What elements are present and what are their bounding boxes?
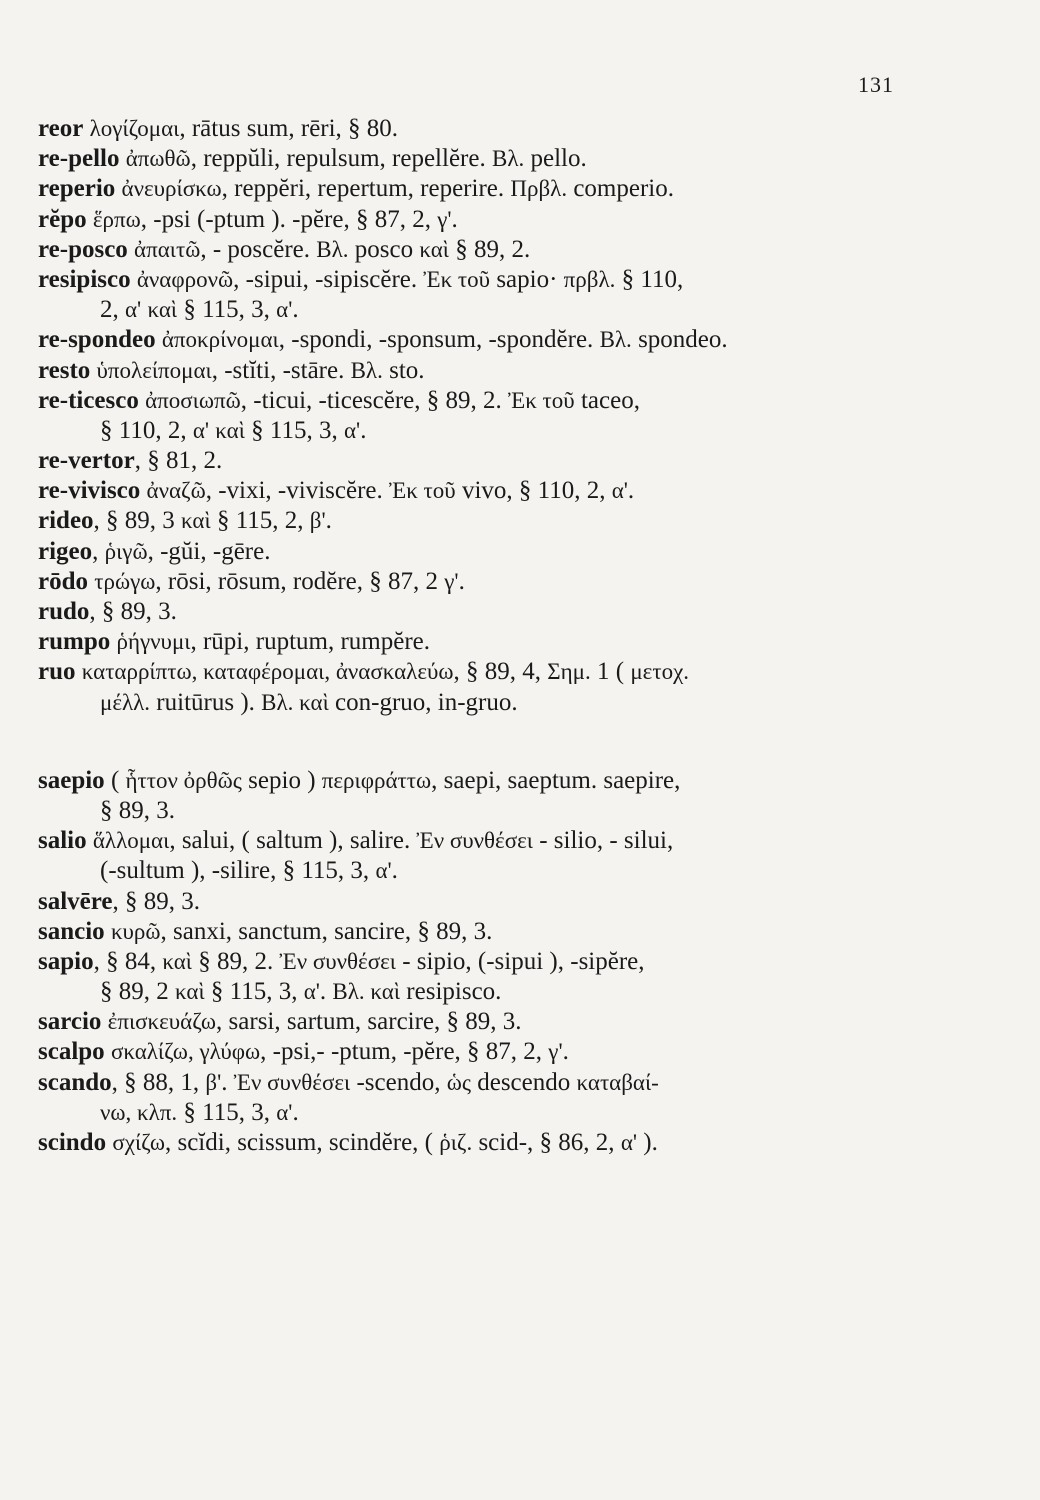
greek-text: ἀπωθῶ	[125, 146, 191, 172]
entry-line	[38, 446, 918, 476]
greek-text: Ἐν συνθέσει	[233, 1069, 351, 1095]
greek-text: περιφράττω	[321, 767, 432, 793]
entry-line	[38, 265, 918, 295]
entry-headword: re-spondeo	[38, 326, 156, 354]
entry-line	[38, 947, 918, 977]
entry-text: , scĭdi, scissum, scindĕre, (	[164, 1129, 440, 1156]
greek-text: Βλ. καὶ	[261, 689, 329, 715]
entry-line	[38, 567, 918, 597]
entry-text: .	[325, 507, 332, 535]
entry-text: resipisco.	[400, 978, 502, 1006]
greek-text: σκαλίζω, γλύφω	[110, 1039, 261, 1065]
entry-headword: saepio	[38, 766, 105, 794]
entry-headword: sapio	[38, 947, 94, 975]
entry-text: .	[360, 416, 367, 444]
entry-text: § 110,	[615, 265, 684, 293]
entry-text: , § 89, 4,	[453, 658, 548, 686]
entry-line	[38, 1007, 918, 1037]
entry-continuation-line	[38, 977, 918, 1007]
greek-text: ἀπαιτῶ	[134, 236, 201, 262]
greek-text: ῥιγῶ	[104, 538, 148, 564]
entry-text: .	[292, 1098, 299, 1126]
greek-text: ἀναφρονῶ	[136, 266, 234, 292]
greek-text: Βλ.	[350, 357, 383, 383]
entry-text: , saepi, saeptum. saepire,	[431, 766, 681, 794]
entry-text: descendo	[470, 1068, 577, 1096]
greek-text: μετοχ.	[630, 659, 690, 685]
greek-text: σχίζω	[112, 1130, 165, 1155]
entry-text: .	[391, 857, 398, 885]
entry-text: pello.	[524, 145, 587, 173]
page-number: 131	[858, 72, 894, 97]
greek-text: νω, κλπ.	[100, 1099, 178, 1125]
entry-headword: rudo	[38, 598, 90, 625]
greek-text: Ἐν συνθέσει	[416, 828, 533, 854]
greek-text: Βλ.	[316, 236, 349, 262]
entry-text: § 115, 3,	[204, 978, 304, 1006]
greek-text: α'	[303, 979, 320, 1005]
entry-text: 1 (	[590, 658, 631, 686]
entry-continuation-line	[38, 416, 918, 446]
greek-text: α'	[276, 1099, 293, 1125]
entry-line	[38, 205, 918, 235]
greek-text: ὡς	[446, 1069, 471, 1095]
entry-text: , reppŭli, repulsum, repellĕre.	[190, 145, 492, 173]
entry-line	[38, 826, 918, 856]
greek-text: μέλλ.	[100, 689, 151, 715]
entry-text: taceo,	[574, 386, 640, 414]
entry-text: comperio.	[567, 175, 674, 203]
greek-text: καὶ	[147, 297, 178, 323]
entry-text: sapio·	[490, 265, 564, 293]
greek-text: Πρβλ.	[510, 176, 568, 202]
entry-text: , § 89, 3.	[112, 887, 201, 915]
entry-headword: rigeo	[38, 537, 93, 565]
entry-text: § 89, 2.	[448, 235, 531, 263]
entry-text: (-sultum ), -silire, § 115, 3,	[100, 857, 376, 885]
entry-line	[38, 597, 918, 627]
entry-text: .	[458, 567, 465, 595]
entry-continuation-line	[38, 856, 918, 886]
entry-text: § 89, 3.	[100, 796, 175, 824]
greek-text: α'	[620, 1130, 638, 1155]
entry-text: , - poscĕre.	[200, 235, 317, 263]
entry-headword: rumpo	[38, 628, 111, 656]
entry-text: , -psi,- -ptum, -pĕre, § 87, 2,	[260, 1038, 549, 1066]
entry-line	[38, 235, 918, 265]
entry-text: , rātus sum, rēri, § 80.	[179, 115, 399, 142]
entry-text: § 110, 2,	[100, 416, 193, 444]
entry-headword: reor	[38, 115, 84, 142]
greek-text: ἀναζῶ	[146, 478, 206, 504]
entry-line	[38, 627, 918, 657]
greek-text: καὶ	[175, 979, 205, 1005]
entry-headword: salio	[38, 827, 87, 855]
entries-group-r	[38, 114, 918, 718]
entry-line	[38, 657, 918, 687]
greek-text: καὶ	[162, 948, 192, 974]
entry-continuation-line	[38, 295, 918, 325]
entry-text: -scendo,	[350, 1068, 447, 1096]
entry-line	[38, 114, 918, 144]
entry-headword: scalpo	[38, 1038, 105, 1066]
entry-headword: re-ticesco	[38, 386, 139, 414]
entry-text: § 89, 2	[100, 978, 175, 1006]
greek-text: Βλ.	[491, 146, 525, 172]
entry-text: - sipio, (-sipui ), -sipĕre,	[395, 947, 645, 975]
entry-text: § 89, 2.	[191, 947, 280, 975]
entry-continuation-line	[38, 1098, 918, 1128]
entry-text: .	[451, 205, 458, 233]
greek-text: β'	[205, 1069, 222, 1095]
entry-line	[38, 537, 918, 567]
greek-text: καταβαί-	[576, 1069, 659, 1095]
greek-text: γ'	[548, 1039, 563, 1065]
greek-text: Βλ. καὶ	[332, 979, 401, 1005]
entry-text: , rōsi, rōsum, rodĕre, § 87, 2	[155, 567, 445, 595]
entry-text: ,	[92, 537, 105, 565]
greek-text: ἀποσιωπῶ	[145, 387, 241, 413]
entry-text: § 115, 3,	[177, 1098, 277, 1126]
entry-text: , -gŭi, -gēre.	[147, 537, 271, 565]
greek-text: β'	[309, 508, 326, 534]
entry-text: § 115, 3,	[177, 296, 277, 324]
greek-text: ῥήγνυμι	[116, 629, 191, 655]
entry-text: (	[104, 766, 126, 794]
greek-text: α'	[276, 297, 293, 323]
entry-text: ).	[637, 1129, 658, 1156]
greek-text: καὶ	[215, 417, 245, 443]
entry-headword: scindo	[38, 1129, 107, 1156]
greek-text: α'	[344, 417, 361, 443]
entry-headword: scando	[38, 1068, 112, 1096]
entry-headword: resipisco	[38, 265, 131, 293]
entry-text: , -ticui, -ticescĕre, § 89, 2.	[240, 386, 509, 414]
entry-continuation-line	[38, 688, 918, 718]
greek-text: γ'	[444, 568, 459, 594]
greek-text: καὶ	[181, 508, 211, 534]
entry-line	[38, 887, 918, 917]
greek-text: ἀποκρίνομαι	[161, 327, 279, 353]
greek-text: Ἐκ τοῦ	[389, 478, 456, 504]
entry-line	[38, 917, 918, 947]
entry-text: con-gruo, in-gruo.	[328, 688, 518, 716]
entry-headword: reperio	[38, 175, 116, 203]
entry-headword: rōdo	[38, 567, 88, 595]
entry-line	[38, 766, 918, 796]
entry-text: , § 81, 2.	[134, 447, 223, 475]
entry-text: - silio, - silui,	[532, 827, 674, 855]
greek-text: πρβλ.	[563, 266, 616, 292]
entry-line	[38, 506, 918, 536]
dictionary-entries	[38, 114, 918, 1158]
entry-headword: rideo	[38, 507, 94, 535]
entry-text: sto.	[382, 356, 425, 384]
greek-text: α'	[611, 478, 628, 504]
greek-text: Βλ.	[599, 327, 632, 353]
entry-line	[38, 1037, 918, 1067]
entry-text: , reppĕri, repertum, reperire.	[221, 175, 511, 203]
entry-line	[38, 356, 918, 386]
entry-text: , rūpi, ruptum, rumpĕre.	[190, 628, 430, 656]
entry-headword: re-vertor	[38, 447, 135, 475]
entry-text: .	[292, 296, 299, 324]
entry-text: , -psi (-ptum ). -pĕre, § 87, 2,	[140, 205, 438, 233]
entry-line	[38, 174, 918, 204]
entry-text: , § 84,	[93, 947, 163, 975]
entry-text: ruitūrus ).	[150, 688, 262, 716]
greek-text: Ἐκ τοῦ	[423, 266, 491, 292]
entry-line	[38, 1068, 918, 1098]
entry-text: posco	[348, 235, 420, 263]
greek-text: ὑπολείπομαι	[96, 357, 212, 383]
greek-text: Σημ.	[547, 659, 591, 685]
entry-text: § 115, 2,	[210, 507, 310, 535]
entry-text: , sanxi, sanctum, sancire, § 89, 3.	[160, 917, 493, 945]
entry-headword: salvēre	[38, 887, 113, 915]
greek-text: καὶ	[419, 236, 449, 262]
entry-text: , § 88, 1,	[111, 1068, 206, 1096]
entry-headword: sancio	[38, 917, 105, 945]
greek-text: ῥιζ.	[439, 1130, 473, 1155]
entry-line	[38, 476, 918, 506]
entry-text: , § 89, 3	[93, 507, 182, 535]
entry-text: , § 89, 3.	[89, 598, 177, 625]
greek-text: ἧττον ὀρθῶς	[125, 767, 242, 793]
greek-text: Ἐν συνθέσει	[279, 948, 396, 974]
greek-text: τρώγω	[94, 568, 156, 594]
greek-text: ἐπισκευάζω	[107, 1009, 217, 1035]
greek-text: α'	[192, 417, 210, 443]
entries-group-s	[38, 766, 918, 1158]
greek-text: Ἐκ τοῦ	[508, 387, 575, 413]
entry-text: scid-, § 86, 2,	[472, 1129, 621, 1156]
entry-text: , -vixi, -viviscĕre.	[205, 477, 389, 505]
entry-text: , sarsi, sartum, sarcire, § 89, 3.	[216, 1008, 522, 1036]
entry-text: , -stĭti, -stāre.	[211, 356, 351, 384]
entry-headword: rĕpo	[38, 205, 87, 233]
greek-text: α'	[375, 858, 392, 884]
section-gap	[38, 718, 918, 766]
greek-text: κυρῶ	[110, 918, 161, 944]
entry-headword: re-vivisco	[38, 477, 141, 505]
entry-line	[38, 144, 918, 174]
entry-text: , -spondi, -sponsum, -spondĕre.	[278, 326, 600, 354]
entry-line	[38, 325, 918, 355]
greek-text: ἕρπω	[92, 206, 141, 232]
entry-continuation-line	[38, 796, 918, 826]
entry-text: sepio )	[241, 766, 322, 794]
entry-text: , -sipui, -sipiscĕre.	[233, 265, 424, 293]
greek-text: ἅλλομαι	[92, 828, 170, 854]
entry-text: 2,	[100, 296, 125, 324]
entry-headword: resto	[38, 356, 91, 384]
entry-text: , salui, ( saltum ), salire.	[169, 827, 417, 855]
entry-headword: sarcio	[38, 1008, 102, 1036]
greek-text: λογίζομαι	[89, 116, 180, 141]
entry-text: .	[319, 978, 333, 1006]
entry-text: .	[562, 1038, 569, 1066]
entry-headword: re-posco	[38, 235, 128, 263]
entry-line	[38, 1128, 918, 1158]
entry-text: vivo, § 110, 2,	[455, 477, 612, 505]
greek-text: καταρρίπτω, καταφέρομαι, ἀνασκαλεύω	[81, 659, 454, 685]
entry-line	[38, 386, 918, 416]
entry-text: .	[627, 477, 635, 505]
greek-text: ἀνευρίσκω	[121, 176, 222, 202]
entry-text: spondeo.	[631, 326, 728, 354]
entry-headword: re-pello	[38, 145, 120, 173]
greek-text: γ'	[437, 206, 452, 232]
entry-text: § 115, 3,	[244, 416, 344, 444]
entry-text: .	[221, 1068, 234, 1096]
entry-headword: ruo	[38, 658, 76, 686]
greek-text: α'	[125, 297, 142, 323]
